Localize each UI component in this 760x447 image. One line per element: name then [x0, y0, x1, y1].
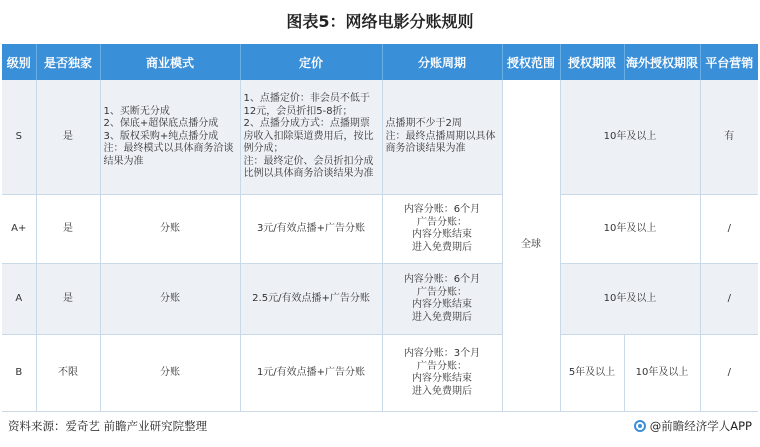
- header-pricing: 定价: [240, 44, 382, 80]
- header-cycle: 分账周期: [382, 44, 502, 80]
- business-model-text: 1、买断无分成 2、保底+超保底点播分成 3、版权采购+纯点播分成 注：最终模式以具体商务洽谈结果为准: [103, 105, 234, 167]
- cell-exclusive: 是: [36, 264, 100, 335]
- cell-exclusive: 不限: [36, 335, 100, 412]
- table-row: [2, 264, 758, 335]
- header-level: 级别: [2, 44, 36, 80]
- cell-marketing: /: [700, 264, 758, 335]
- header-overseas-term: 海外授权期限: [624, 44, 700, 80]
- source-note: 资料来源：爱奇艺 前瞻产业研究院整理: [8, 419, 208, 433]
- cell-marketing: 有: [700, 80, 758, 195]
- cell-term: 5年及以上: [560, 335, 624, 412]
- cycle-text: 内容分账：6个月 广告分账： 内容分账结束 进入免费期后: [403, 204, 481, 253]
- cell-cycle: [382, 335, 502, 412]
- cell-level: A: [2, 264, 36, 335]
- table-row: [2, 335, 758, 412]
- header-business-model: 商业模式: [100, 44, 240, 80]
- header-scope: 授权范围: [502, 44, 560, 80]
- cell-marketing: /: [700, 335, 758, 412]
- cell-level: A+: [2, 195, 36, 264]
- pricing-text: 1、点播定价：非会员不低于12元，会员折扣5-8折； 2、点播分成方式：点播期票房收入扣除渠道费用后，按比例分成； 注：最终定价、会员折扣分成比例以具体商务洽谈结果为准: [243, 93, 374, 180]
- cycle-text: 点播期不少于2周 注：最终点播周期以具体商务洽谈结果为准: [385, 118, 496, 155]
- chart-title: 图表5：网络电影分账规则: [286, 12, 474, 31]
- cycle-text: 内容分账：3个月 广告分账： 内容分账结束 进入免费期后: [403, 348, 481, 397]
- cell-term-overseas: 10年及以上: [560, 264, 700, 335]
- table-row: [2, 80, 758, 195]
- cell-level: S: [2, 80, 36, 195]
- cell-pricing: 2.5元/有效点播+广告分账: [240, 264, 382, 335]
- table-row: [2, 195, 758, 264]
- header-exclusive: 是否独家: [36, 44, 100, 80]
- cell-exclusive: 是: [36, 195, 100, 264]
- cell-term-overseas: 10年及以上: [560, 80, 700, 195]
- header-term: 授权期限: [560, 44, 624, 80]
- cell-scope: 全球: [502, 80, 560, 412]
- brand-logo-icon: [634, 420, 646, 432]
- header-marketing: 平台营销: [700, 44, 758, 80]
- cell-cycle: [382, 80, 502, 195]
- table-header-row: [2, 44, 758, 80]
- cell-business-model: 分账: [100, 195, 240, 264]
- cell-exclusive: 是: [36, 80, 100, 195]
- cell-business-model: [100, 80, 240, 195]
- cell-term-overseas: 10年及以上: [560, 195, 700, 264]
- cell-pricing: [240, 80, 382, 195]
- cell-business-model: 分账: [100, 335, 240, 412]
- cell-pricing: 1元/有效点播+广告分账: [240, 335, 382, 412]
- cell-cycle: [382, 264, 502, 335]
- cell-overseas-term: 10年及以上: [624, 335, 700, 412]
- cell-cycle: [382, 195, 502, 264]
- cell-marketing: /: [700, 195, 758, 264]
- brand-footer: [634, 418, 752, 434]
- cycle-text: 内容分账：6个月 广告分账： 内容分账结束 进入免费期后: [403, 274, 481, 323]
- cell-level: B: [2, 335, 36, 412]
- cell-business-model: 分账: [100, 264, 240, 335]
- revenue-share-table: [2, 44, 758, 412]
- brand-text: @前瞻经济学人APP: [649, 419, 752, 433]
- cell-pricing: 3元/有效点播+广告分账: [240, 195, 382, 264]
